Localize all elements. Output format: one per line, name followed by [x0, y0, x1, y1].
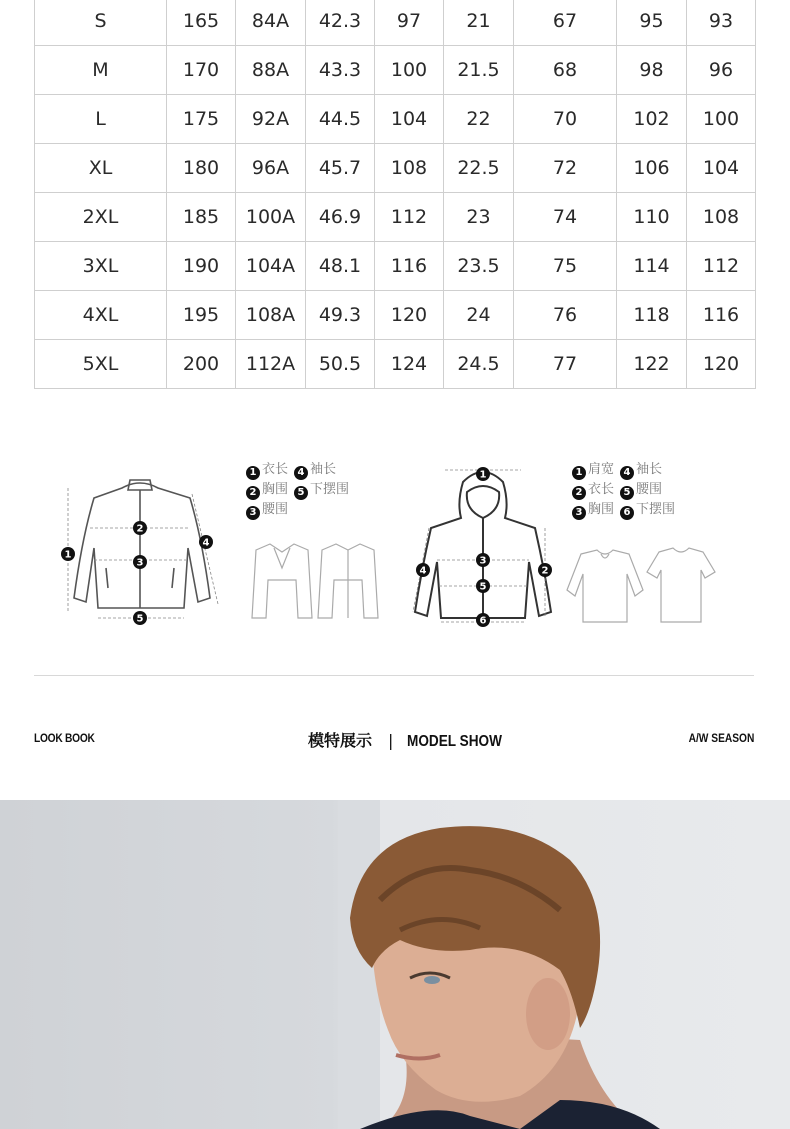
measure-cell: 42.3 — [306, 0, 375, 46]
legend-item — [572, 460, 614, 480]
measure-cell: 106 — [617, 144, 687, 193]
legend-number: 3 — [572, 506, 586, 520]
measure-cell: 114 — [617, 242, 687, 291]
measure-cell: 100 — [375, 46, 444, 95]
svg-text:5: 5 — [136, 613, 144, 625]
legend-item — [620, 460, 662, 480]
measure-cell: 23.5 — [444, 242, 514, 291]
measure-cell: 45.7 — [306, 144, 375, 193]
measure-cell: 92A — [236, 95, 306, 144]
measure-cell: 84A — [236, 0, 306, 46]
measure-cell: 24.5 — [444, 340, 514, 389]
legend-item — [246, 480, 288, 500]
legend-label: 腰围 — [636, 482, 663, 497]
measure-cell: 104 — [375, 95, 444, 144]
size-cell: 2XL — [35, 193, 167, 242]
svg-text:3: 3 — [479, 555, 487, 567]
measure-cell: 116 — [687, 291, 756, 340]
legend-row — [246, 500, 355, 520]
measure-cell: 49.3 — [306, 291, 375, 340]
heading-separator: | — [388, 731, 394, 750]
table-row — [35, 144, 756, 193]
size-cell: 5XL — [35, 340, 167, 389]
measure-cell: 24 — [444, 291, 514, 340]
legend-label: 肩宽 — [588, 462, 615, 477]
legend-number: 2 — [246, 486, 260, 500]
measure-cell: 96A — [236, 144, 306, 193]
measure-cell: 110 — [617, 193, 687, 242]
size-cell: 4XL — [35, 291, 167, 340]
measure-cell: 118 — [617, 291, 687, 340]
size-cell: XL — [35, 144, 167, 193]
measure-cell: 67 — [514, 0, 617, 46]
measure-cell: 190 — [167, 242, 236, 291]
legend-number: 4 — [294, 466, 308, 480]
svg-text:3: 3 — [136, 557, 144, 569]
legend-row — [572, 460, 681, 480]
table-row — [35, 0, 756, 46]
measure-cell: 98 — [617, 46, 687, 95]
measure-cell: 74 — [514, 193, 617, 242]
measure-cell: 100 — [687, 95, 756, 144]
measure-cell: 170 — [167, 46, 236, 95]
measure-cell: 100A — [236, 193, 306, 242]
measure-cell: 21.5 — [444, 46, 514, 95]
measure-cell: 22 — [444, 95, 514, 144]
table-row — [35, 291, 756, 340]
look-book-label: LOOK BOOK — [34, 731, 95, 745]
legend-number: 1 — [572, 466, 586, 480]
measure-cell: 108 — [375, 144, 444, 193]
legend-item — [294, 480, 349, 500]
measure-cell: 88A — [236, 46, 306, 95]
size-cell: S — [35, 0, 167, 46]
size-cell: M — [35, 46, 167, 95]
svg-text:1: 1 — [479, 469, 487, 481]
measure-cell: 112A — [236, 340, 306, 389]
legend-number: 1 — [246, 466, 260, 480]
measure-cell: 23 — [444, 193, 514, 242]
measure-cell: 75 — [514, 242, 617, 291]
legend-number: 4 — [620, 466, 634, 480]
legend-row — [246, 480, 355, 500]
measure-cell: 108A — [236, 291, 306, 340]
measure-cell: 175 — [167, 95, 236, 144]
measure-cell: 120 — [375, 291, 444, 340]
measure-cell: 96 — [687, 46, 756, 95]
season-label: A/W SEASON — [688, 731, 754, 745]
legend-label: 胸围 — [588, 502, 615, 517]
table-row — [35, 242, 756, 291]
legend-row — [246, 460, 355, 480]
measure-cell: 50.5 — [306, 340, 375, 389]
legend-item — [246, 460, 288, 480]
legend-label: 腰围 — [262, 502, 289, 517]
measure-cell: 46.9 — [306, 193, 375, 242]
measure-cell: 43.3 — [306, 46, 375, 95]
legend-label: 胸围 — [262, 482, 289, 497]
legend-item — [620, 480, 662, 500]
measure-cell: 95 — [617, 0, 687, 46]
svg-text:4: 4 — [419, 565, 427, 577]
measure-cell: 120 — [687, 340, 756, 389]
legend-number: 2 — [572, 486, 586, 500]
measure-cell: 70 — [514, 95, 617, 144]
model-show-en: MODEL SHOW — [407, 733, 503, 750]
svg-text:2: 2 — [541, 565, 549, 577]
legend-number: 6 — [620, 506, 634, 520]
measure-cell: 21 — [444, 0, 514, 46]
measure-cell: 48.1 — [306, 242, 375, 291]
legend-number: 3 — [246, 506, 260, 520]
measure-cell: 22.5 — [444, 144, 514, 193]
legend-row — [572, 480, 681, 500]
measure-cell: 180 — [167, 144, 236, 193]
legend-item — [294, 460, 336, 480]
size-table — [34, 0, 756, 389]
table-row — [35, 46, 756, 95]
section-divider — [34, 675, 754, 676]
legend-number: 5 — [294, 486, 308, 500]
legend-item — [620, 500, 675, 520]
size-cell: 3XL — [35, 242, 167, 291]
svg-text:2: 2 — [136, 523, 144, 535]
measure-cell: 185 — [167, 193, 236, 242]
jacket-legend — [246, 460, 355, 520]
measure-cell: 112 — [687, 242, 756, 291]
measure-cell: 102 — [617, 95, 687, 144]
svg-text:4: 4 — [202, 537, 210, 549]
size-cell: L — [35, 95, 167, 144]
legend-item — [246, 500, 288, 520]
legend-label: 衣长 — [262, 462, 289, 477]
legend-label: 下摆围 — [636, 502, 676, 517]
svg-text:5: 5 — [479, 581, 487, 593]
legend-label: 下摆围 — [310, 482, 350, 497]
legend-label: 袖长 — [636, 462, 663, 477]
size-table-body — [35, 0, 756, 389]
measure-cell: 77 — [514, 340, 617, 389]
measure-cell: 97 — [375, 0, 444, 46]
measure-cell: 72 — [514, 144, 617, 193]
legend-label: 衣长 — [588, 482, 615, 497]
legend-number: 5 — [620, 486, 634, 500]
measure-cell: 104 — [687, 144, 756, 193]
table-row — [35, 95, 756, 144]
measure-cell: 200 — [167, 340, 236, 389]
legend-row — [572, 500, 681, 520]
measure-cell: 44.5 — [306, 95, 375, 144]
svg-text:6: 6 — [479, 615, 487, 627]
table-row — [35, 340, 756, 389]
legend-label: 袖长 — [310, 462, 337, 477]
measure-cell: 93 — [687, 0, 756, 46]
hoodie-legend — [572, 460, 681, 520]
model-photo — [0, 800, 790, 1129]
measure-cell: 165 — [167, 0, 236, 46]
measure-cell: 112 — [375, 193, 444, 242]
measure-cell: 104A — [236, 242, 306, 291]
measure-cell: 124 — [375, 340, 444, 389]
measure-cell: 116 — [375, 242, 444, 291]
table-row — [35, 193, 756, 242]
model-portrait-illustration — [0, 800, 790, 1129]
legend-item — [572, 500, 614, 520]
measure-cell: 108 — [687, 193, 756, 242]
model-show-cn: 模特展示 — [308, 731, 373, 750]
measure-cell: 122 — [617, 340, 687, 389]
measure-cell: 195 — [167, 291, 236, 340]
measure-cell: 76 — [514, 291, 617, 340]
legend-item — [572, 480, 614, 500]
model-show-heading — [308, 728, 519, 751]
measure-cell: 68 — [514, 46, 617, 95]
svg-text:1: 1 — [64, 549, 72, 561]
